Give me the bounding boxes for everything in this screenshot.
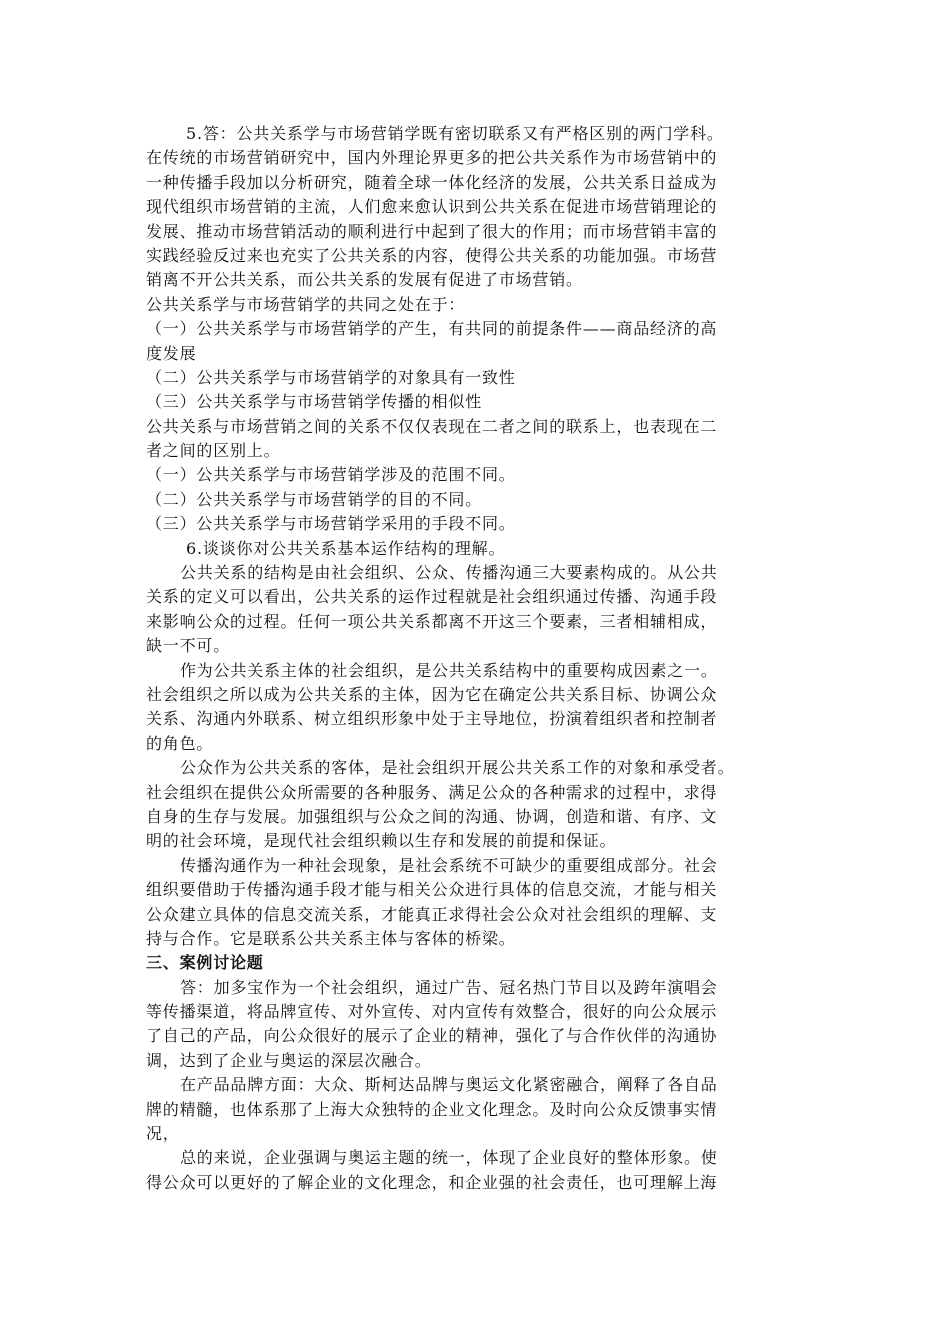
text-line: 发展、推动市场营销活动的顺利进行中起到了很大的作用；而市场营销丰富的 bbox=[146, 221, 718, 241]
text-line: 现代组织市场营销的主流，人们愈来愈认识到公共关系在促进市场营销理论的 bbox=[146, 197, 718, 217]
text-line: 度发展 bbox=[146, 343, 197, 363]
text-line: （一）公共关系学与市场营销学涉及的范围不同。 bbox=[146, 465, 516, 485]
text-line: 销离不开公共关系，而公共关系的发展有促进了市场营销。 bbox=[146, 270, 583, 290]
text-line: 传播沟通作为一种社会现象，是社会系统不可缺少的重要组成部分。社会 bbox=[180, 855, 718, 875]
text-line: 牌的精髓，也体系那了上海大众独特的企业文化理念。及时向公众反馈事实情 bbox=[146, 1099, 718, 1119]
text-line: 明的社会环境，是现代社会组织赖以生存和发展的前提和保证。 bbox=[146, 831, 617, 851]
text-line: 公众作为公共关系的客体，是社会组织开展公共关系工作的对象和承受者。 bbox=[180, 758, 735, 778]
text-line: 组织要借助于传播沟通手段才能与相关公众进行具体的信息交流，才能与相关 bbox=[146, 880, 718, 900]
text-line: 的角色。 bbox=[146, 733, 214, 753]
text-line: 社会组织在提供公众所需要的各种服务、满足公众的各种需求的过程中，求得 bbox=[146, 782, 718, 802]
text-line: （一）公共关系学与市场营销学的产生，有共同的前提条件——商品经济的高 bbox=[146, 319, 718, 339]
text-line: 得公众可以更好的了解企业的文化理念，和企业强的社会责任，也可理解上海 bbox=[146, 1172, 718, 1192]
text-line: 社会组织之所以成为公共关系的主体，因为它在确定公共关系目标、协调公众 bbox=[146, 684, 718, 704]
text-line: （三）公共关系学与市场营销学传播的相似性 bbox=[146, 392, 483, 412]
text-line: 公共关系与市场营销之间的关系不仅仅表现在二者之间的联系上，也表现在二 bbox=[146, 416, 718, 436]
text-line: 自身的生存与发展。加强组织与公众之间的沟通、协调，创造和谐、有序、文 bbox=[146, 806, 718, 826]
document-page bbox=[146, 122, 811, 1195]
text-line: 等传播渠道，将品牌宣传、对外宣传、对内宣传有效整合，很好的向公众展示 bbox=[146, 1002, 718, 1022]
text-line: 公共关系的结构是由社会组织、公众、传播沟通三大要素构成的。从公共 bbox=[180, 563, 718, 583]
text-line: （二）公共关系学与市场营销学的对象具有一致性 bbox=[146, 367, 516, 387]
text-line: 持与合作。它是联系公共关系主体与客体的桥梁。 bbox=[146, 928, 516, 948]
text-line: 公共关系学与市场营销学的共同之处在于： bbox=[146, 294, 466, 314]
text-line: 在传统的市场营销研究中，国内外理论界更多的把公共关系作为市场营销中的 bbox=[146, 148, 718, 168]
text-line: 关系的定义可以看出，公共关系的运作过程就是社会组织通过传播、沟通手段 bbox=[146, 587, 718, 607]
text-line: 了自己的产品，向公众很好的展示了企业的精神，强化了与合作伙伴的沟通协 bbox=[146, 1026, 718, 1046]
text-line: 实践经验反过来也充实了公共关系的内容，使得公共关系的功能加强。市场营 bbox=[146, 245, 718, 265]
text-line: 来影响公众的过程。任何一项公共关系都离不开这三个要素，三者相辅相成， bbox=[146, 611, 718, 631]
text-line: 者之间的区别上。 bbox=[146, 441, 281, 461]
text-line: 公众建立具体的信息交流关系，才能真正求得社会公众对社会组织的理解、支 bbox=[146, 904, 718, 924]
text-line: 答：加多宝作为一个社会组织，通过广告、冠名热门节目以及跨年演唱会 bbox=[180, 977, 718, 997]
text-line: 调，达到了企业与奥运的深层次融合。 bbox=[146, 1050, 432, 1070]
text-line: 作为公共关系主体的社会组织，是公共关系结构中的重要构成因素之一。 bbox=[180, 660, 718, 680]
text-line: 况， bbox=[146, 1124, 180, 1144]
text-line: 6.谈谈你对公共关系基本运作结构的理解。 bbox=[186, 538, 506, 558]
text-line: 一种传播手段加以分析研究，随着全球一体化经济的发展，公共关系日益成为 bbox=[146, 172, 718, 192]
text-line: 在产品品牌方面：大众、斯柯达品牌与奥运文化紧密融合，阐释了各自品 bbox=[180, 1075, 718, 1095]
section-heading: 三、案例讨论题 bbox=[146, 953, 264, 973]
text-line: （二）公共关系学与市场营销学的目的不同。 bbox=[146, 489, 483, 509]
text-line: 关系、沟通内外联系、树立组织形象中处于主导地位，扮演着组织者和控制者 bbox=[146, 709, 718, 729]
text-line: 5.答：公共关系学与市场营销学既有密切联系又有严格区别的两门学科。 bbox=[186, 124, 724, 143]
text-line: 缺一不可。 bbox=[146, 636, 231, 656]
text-line: 总的来说，企业强调与奥运主题的统一，体现了企业良好的整体形象。使 bbox=[180, 1148, 718, 1168]
text-line: （三）公共关系学与市场营销学采用的手段不同。 bbox=[146, 514, 516, 534]
